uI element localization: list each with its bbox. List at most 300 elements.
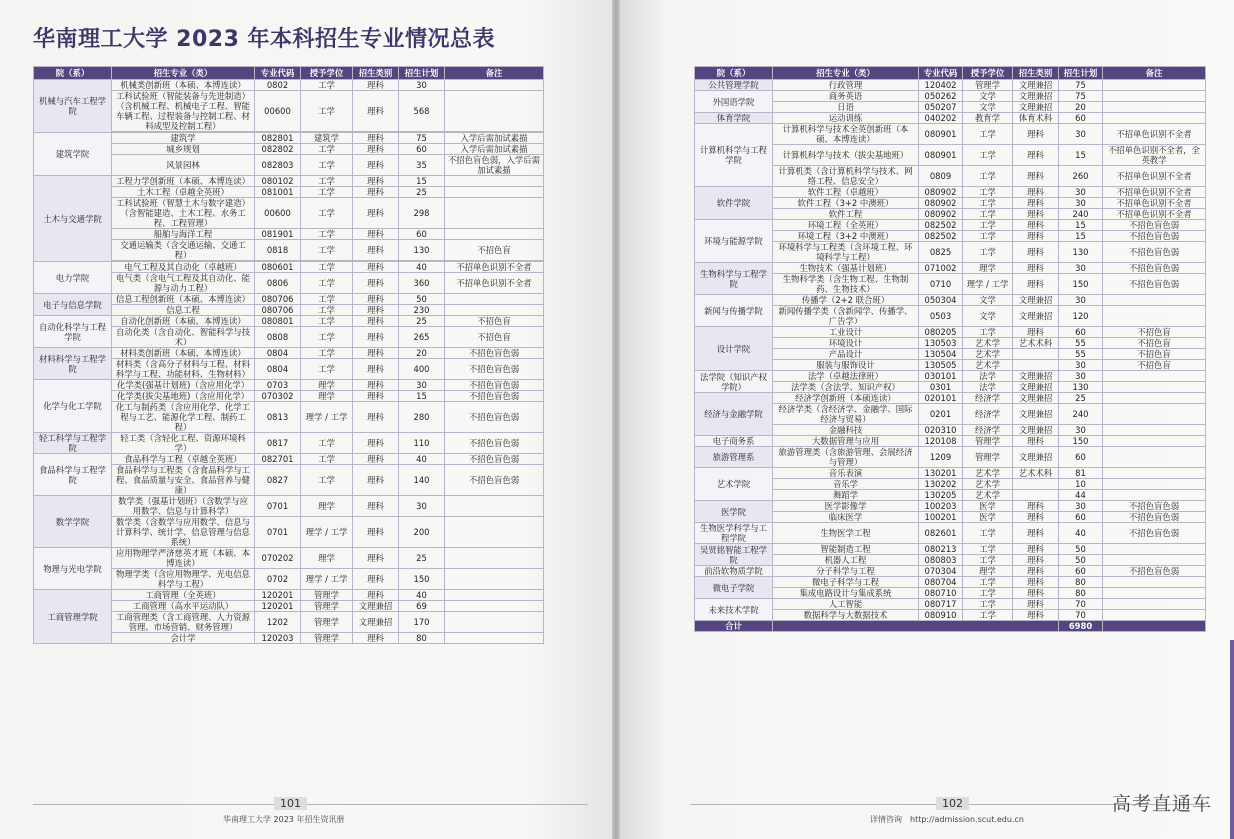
category-cell: 理科: [353, 198, 399, 229]
plan-cell: 60: [1059, 113, 1103, 124]
college-cell: 自动化科学与工程学院: [34, 316, 112, 348]
major-cell: 工科试验班（智慧土木与数字建造）（含智能建造、土木工程、水务工程、工程管理）: [112, 198, 255, 229]
plan-cell: 130: [1059, 382, 1103, 393]
remark-cell: 不招色盲: [445, 316, 544, 327]
plan-cell: 15: [399, 391, 445, 402]
code-cell: 050262: [919, 91, 963, 102]
code-cell: 080717: [919, 599, 963, 610]
plan-cell: 120: [1059, 306, 1103, 327]
category-cell: 文理兼招: [1013, 425, 1059, 436]
remark-cell: 不招色盲: [1103, 360, 1206, 371]
category-cell: 文理兼招: [1013, 404, 1059, 425]
remark-cell: 不招单色识别不全者: [1103, 198, 1206, 209]
plan-cell: 150: [1059, 274, 1103, 295]
category-cell: 理科: [1013, 327, 1059, 338]
major-cell: 法学（卓越法律班）: [773, 371, 919, 382]
major-cell: 舞蹈学: [773, 490, 919, 501]
degree-cell: 工学: [301, 294, 353, 305]
plan-cell: 60: [1059, 566, 1103, 577]
remark-cell: 入学后需加试素描: [445, 133, 544, 144]
degree-cell: 文学: [963, 91, 1013, 102]
category-cell: 理科: [1013, 501, 1059, 512]
category-cell: 理科: [353, 155, 399, 176]
remark-cell: [1103, 468, 1206, 479]
major-cell: 城乡规划: [112, 144, 255, 155]
plan-cell: 80: [399, 633, 445, 644]
remark-cell: 不招色盲: [445, 240, 544, 261]
degree-cell: 理学: [963, 263, 1013, 274]
table-row: [695, 220, 1206, 231]
category-cell: 理科: [353, 262, 399, 273]
major-cell: 法学类（含法学、知识产权）: [773, 382, 919, 393]
plan-cell: 15: [1059, 145, 1103, 166]
category-cell: 理科: [1013, 231, 1059, 242]
degree-cell: 经济学: [963, 425, 1013, 436]
code-cell: 0813: [255, 402, 301, 433]
remark-cell: 不招单色识别不全者: [1103, 166, 1206, 187]
remark-cell: [445, 601, 544, 612]
category-cell: 文理兼招: [1013, 393, 1059, 404]
degree-cell: 工学: [963, 242, 1013, 263]
plan-cell: 20: [399, 348, 445, 359]
category-cell: [1013, 479, 1059, 490]
degree-cell: 理学 / 工学: [301, 517, 353, 548]
watermark-text: 高考直通车: [1111, 793, 1212, 815]
category-cell: 理科: [1013, 263, 1059, 274]
category-cell: 理科: [1013, 577, 1059, 588]
code-cell: 070304: [919, 566, 963, 577]
category-cell: [1013, 349, 1059, 360]
major-cell: 信息工程创新班（本硕、本博连读）: [112, 294, 255, 305]
degree-cell: 文学: [963, 102, 1013, 113]
table-row: [34, 454, 544, 465]
plan-cell: 298: [399, 198, 445, 229]
college-cell: 电子与信息学院: [34, 294, 112, 316]
degree-cell: 艺术学: [963, 468, 1013, 479]
degree-cell: 管理学: [301, 590, 353, 601]
remark-cell: [445, 187, 544, 198]
plan-cell: 70: [1059, 610, 1103, 621]
college-cell: 软件学院: [695, 187, 773, 220]
plan-cell: 200: [399, 517, 445, 548]
major-cell: 医学影像学: [773, 501, 919, 512]
plan-cell: 230: [399, 305, 445, 316]
major-cell: 传播学（2+2 联合班）: [773, 295, 919, 306]
plan-cell: 55: [1059, 338, 1103, 349]
degree-cell: 工学: [963, 187, 1013, 198]
remark-cell: [1103, 610, 1206, 621]
table-row: [34, 590, 544, 601]
degree-cell: 管理学: [301, 633, 353, 644]
plan-cell: 50: [1059, 544, 1103, 555]
college-cell: 微电子学院: [695, 577, 773, 599]
plan-cell: 75: [1059, 91, 1103, 102]
degree-cell: 建筑学: [301, 133, 353, 144]
category-cell: 艺术术科: [1013, 468, 1059, 479]
degree-cell: 工学: [963, 166, 1013, 187]
code-cell: 0804: [255, 348, 301, 359]
plan-cell: 30: [399, 380, 445, 391]
header-code: 专业代码: [919, 67, 963, 80]
enrollment-table-left: [33, 66, 544, 644]
remark-cell: [1103, 544, 1206, 555]
major-cell: 数据科学与大数据技术: [773, 610, 919, 621]
major-cell: 微电子科学与工程: [773, 577, 919, 588]
plan-cell: 30: [399, 496, 445, 517]
college-cell: 医学院: [695, 501, 773, 523]
college-cell: 计算机科学与工程学院: [695, 124, 773, 187]
major-cell: 电气类（含电气工程及其自动化、能源与动力工程）: [112, 273, 255, 294]
header-remark: 备注: [1103, 67, 1206, 80]
major-cell: 产品设计: [773, 349, 919, 360]
header-category: 招生类别: [1013, 67, 1059, 80]
code-cell: 082701: [255, 454, 301, 465]
plan-cell: 240: [1059, 404, 1103, 425]
plan-cell: 81: [1059, 468, 1103, 479]
plan-cell: 15: [1059, 231, 1103, 242]
remark-cell: 不招单色识别不全者: [445, 273, 544, 294]
book-gutter: [612, 0, 620, 839]
major-cell: 计算机类（含计算机科学与技术、网络工程、信息安全）: [773, 166, 919, 187]
code-cell: 030101: [919, 371, 963, 382]
degree-cell: 理学: [301, 380, 353, 391]
remark-cell: [1103, 113, 1206, 124]
remark-cell: [445, 91, 544, 132]
code-cell: 081901: [255, 229, 301, 240]
table-row: [695, 91, 1206, 102]
code-cell: 130505: [919, 360, 963, 371]
degree-cell: 工学: [963, 610, 1013, 621]
plan-cell: 30: [1059, 198, 1103, 209]
remark-cell: 不招色盲色弱: [1103, 566, 1206, 577]
remark-cell: 不招色盲: [1103, 338, 1206, 349]
table-header-row: [34, 67, 544, 80]
degree-cell: 管理学: [963, 436, 1013, 447]
degree-cell: 文学: [963, 295, 1013, 306]
code-cell: 020101: [919, 393, 963, 404]
category-cell: 理科: [1013, 209, 1059, 220]
degree-cell: 经济学: [963, 404, 1013, 425]
category-cell: 理科: [353, 80, 399, 91]
plan-cell: 280: [399, 402, 445, 433]
major-cell: 工业设计: [773, 327, 919, 338]
plan-cell: 40: [399, 262, 445, 273]
degree-cell: 经济学: [963, 393, 1013, 404]
major-cell: 软件工程（卓越班）: [773, 187, 919, 198]
remark-cell: 不招色盲色弱: [1103, 263, 1206, 274]
degree-cell: 艺术学: [963, 349, 1013, 360]
category-cell: 理科: [353, 402, 399, 433]
code-cell: 120402: [919, 80, 963, 91]
code-cell: 082802: [255, 144, 301, 155]
page-number-left: 101: [274, 797, 307, 810]
major-cell: 临床医学: [773, 512, 919, 523]
degree-cell: 医学: [963, 512, 1013, 523]
degree-cell: 理学: [301, 496, 353, 517]
college-cell: 电力学院: [34, 262, 112, 294]
college-cell: 材料科学与工程学院: [34, 348, 112, 380]
table-row: [695, 523, 1206, 544]
remark-cell: [1103, 80, 1206, 91]
major-cell: 环境工程（3+2 中澳班）: [773, 231, 919, 242]
code-cell: 130205: [919, 490, 963, 501]
remark-cell: 不招单色识别不全者: [445, 262, 544, 273]
remark-cell: [1103, 295, 1206, 306]
category-cell: [1013, 490, 1059, 501]
code-cell: 071002: [919, 263, 963, 274]
category-cell: 理科: [1013, 436, 1059, 447]
plan-cell: 10: [1059, 479, 1103, 490]
major-cell: 金融科技: [773, 425, 919, 436]
category-cell: 理科: [1013, 523, 1059, 544]
plan-cell: 150: [399, 569, 445, 590]
plan-cell: 30: [1059, 124, 1103, 145]
code-cell: 082803: [255, 155, 301, 176]
footer-caption-right: 详情咨询 http://admission.scut.edu.cn: [870, 815, 1024, 824]
header-major: 招生专业（类）: [773, 67, 919, 80]
remark-cell: 不招色盲色弱: [445, 391, 544, 402]
code-cell: 0809: [919, 166, 963, 187]
plan-cell: 30: [399, 80, 445, 91]
plan-cell: 25: [399, 187, 445, 198]
table-row: [695, 447, 1206, 468]
remark-cell: 不招单色识别不全者，全英教学: [1103, 145, 1206, 166]
category-cell: 理科: [353, 305, 399, 316]
category-cell: 理科: [353, 273, 399, 294]
degree-cell: 工学: [963, 209, 1013, 220]
plan-cell: 568: [399, 91, 445, 132]
major-cell: 环境工程（全英班）: [773, 220, 919, 231]
degree-cell: 工学: [963, 145, 1013, 166]
remark-cell: 不招单色识别不全者: [1103, 209, 1206, 220]
category-cell: 理科: [1013, 124, 1059, 145]
college-cell: 前沿软物质学院: [695, 566, 773, 577]
remark-cell: [1103, 393, 1206, 404]
plan-cell: 360: [399, 273, 445, 294]
table-row: [695, 599, 1206, 610]
degree-cell: 工学: [963, 327, 1013, 338]
category-cell: 理科: [353, 548, 399, 569]
degree-cell: 工学: [301, 91, 353, 132]
remark-cell: 不招色盲色弱: [1103, 501, 1206, 512]
category-cell: 理科: [353, 496, 399, 517]
table-row: [34, 80, 544, 91]
total-row: [695, 621, 1206, 632]
degree-cell: 管理学: [301, 612, 353, 633]
table-row: [695, 371, 1206, 382]
major-cell: 运动训练: [773, 113, 919, 124]
code-cell: 130202: [919, 479, 963, 490]
table-header-row: [695, 67, 1206, 80]
college-cell: 轻工科学与工程学院: [34, 433, 112, 454]
code-cell: 130503: [919, 338, 963, 349]
college-cell: 吴贤铭智能工程学院: [695, 544, 773, 566]
total-label: 合计: [695, 621, 773, 632]
major-cell: 材料类（含高分子材料与工程、材料科学与工程、功能材料、生物材料）: [112, 359, 255, 380]
plan-cell: 40: [399, 454, 445, 465]
remark-cell: 不招色盲色弱: [445, 454, 544, 465]
major-cell: 化学类(强基计划班)（含应用化学）: [112, 380, 255, 391]
degree-cell: 工学: [301, 198, 353, 229]
plan-cell: 30: [1059, 263, 1103, 274]
plan-cell: 50: [399, 294, 445, 305]
degree-cell: 艺术学: [963, 360, 1013, 371]
code-cell: 080706: [255, 305, 301, 316]
category-cell: 理科: [353, 316, 399, 327]
major-cell: 电气工程及其自动化（卓越班）: [112, 262, 255, 273]
major-cell: 风景园林: [112, 155, 255, 176]
plan-cell: 35: [399, 155, 445, 176]
code-cell: 080803: [919, 555, 963, 566]
code-cell: 0825: [919, 242, 963, 263]
category-cell: 理科: [1013, 242, 1059, 263]
degree-cell: 法学: [963, 382, 1013, 393]
code-cell: 080901: [919, 145, 963, 166]
degree-cell: 管理学: [301, 601, 353, 612]
remark-cell: [445, 548, 544, 569]
plan-cell: 25: [399, 548, 445, 569]
remark-cell: [445, 294, 544, 305]
degree-cell: 工学: [301, 144, 353, 155]
plan-cell: 30: [1059, 295, 1103, 306]
code-cell: 080102: [255, 176, 301, 187]
header-remark: 备注: [445, 67, 544, 80]
major-cell: 日语: [773, 102, 919, 113]
remark-cell: [1103, 479, 1206, 490]
remark-cell: [445, 305, 544, 316]
major-cell: 建筑学: [112, 133, 255, 144]
category-cell: 理科: [1013, 599, 1059, 610]
major-cell: 工商管理（全英班）: [112, 590, 255, 601]
page-number-right: 102: [936, 797, 969, 810]
major-cell: 计算机科学与技术（拔尖基地班）: [773, 145, 919, 166]
remark-cell: [445, 229, 544, 240]
plan-cell: 60: [1059, 512, 1103, 523]
major-cell: 物理学类（含应用物理学、光电信息科学与工程）: [112, 569, 255, 590]
major-cell: 工程力学创新班（本硕、本博连读）: [112, 176, 255, 187]
category-cell: 文理兼招: [1013, 306, 1059, 327]
major-cell: 软件工程（3+2 中澳班）: [773, 198, 919, 209]
table-row: [695, 501, 1206, 512]
college-cell: 物理与光电学院: [34, 548, 112, 590]
remark-cell: 不招单色识别不全者: [1103, 124, 1206, 145]
college-cell: 经济与金融学院: [695, 393, 773, 436]
plan-cell: 130: [399, 240, 445, 261]
degree-cell: 教育学: [963, 113, 1013, 124]
code-cell: 100203: [919, 501, 963, 512]
plan-cell: 80: [1059, 588, 1103, 599]
remark-cell: 不招单色识别不全者: [1103, 187, 1206, 198]
table-row: [695, 577, 1206, 588]
degree-cell: 工学: [963, 231, 1013, 242]
major-cell: 材料类创新班（本硕、本博连读）: [112, 348, 255, 359]
college-cell: 建筑学院: [34, 133, 112, 176]
header-category: 招生类别: [353, 67, 399, 80]
remark-cell: 不招色盲色弱: [1103, 512, 1206, 523]
code-cell: 0806: [255, 273, 301, 294]
code-cell: 0802: [255, 80, 301, 91]
remark-cell: [1103, 436, 1206, 447]
college-cell: 环境与能源学院: [695, 220, 773, 263]
college-cell: 旅游管理系: [695, 447, 773, 468]
table-row: [695, 566, 1206, 577]
plan-cell: 15: [399, 176, 445, 187]
category-cell: 文理兼招: [1013, 371, 1059, 382]
remark-cell: 不招色盲色弱: [445, 359, 544, 380]
table-row: [34, 548, 544, 569]
plan-cell: 170: [399, 612, 445, 633]
degree-cell: 法学: [963, 371, 1013, 382]
header-major: 招生专业（类）: [112, 67, 255, 80]
plan-cell: 20: [1059, 102, 1103, 113]
degree-cell: 工学: [301, 240, 353, 261]
remark-cell: [445, 569, 544, 590]
code-cell: 070202: [255, 548, 301, 569]
plan-cell: 30: [1059, 371, 1103, 382]
plan-cell: 240: [1059, 209, 1103, 220]
category-cell: 理科: [1013, 544, 1059, 555]
category-cell: 理科: [1013, 555, 1059, 566]
remark-cell: [445, 198, 544, 229]
college-cell: 艺术学院: [695, 468, 773, 501]
category-cell: 理科: [1013, 274, 1059, 295]
major-cell: 商务英语: [773, 91, 919, 102]
remark-cell: [445, 633, 544, 644]
degree-cell: 管理学: [963, 80, 1013, 91]
category-cell: 理科: [353, 133, 399, 144]
major-cell: 信息工程: [112, 305, 255, 316]
major-cell: 自动化创新班（本硕、本博连读）: [112, 316, 255, 327]
degree-cell: 工学: [963, 198, 1013, 209]
degree-cell: 工学: [301, 229, 353, 240]
remark-cell: [1103, 306, 1206, 327]
category-cell: 文理兼招: [1013, 295, 1059, 306]
major-cell: 智能制造工程: [773, 544, 919, 555]
code-cell: 080902: [919, 198, 963, 209]
remark-cell: 不招色盲色弱: [1103, 242, 1206, 263]
college-cell: 设计学院: [695, 327, 773, 371]
plan-cell: 40: [1059, 523, 1103, 544]
table-row: [695, 80, 1206, 91]
major-cell: 化工与制药类（含应用化学、化学工程与工艺、能源化学工程、制药工程）: [112, 402, 255, 433]
table-row: [34, 316, 544, 327]
category-cell: 理科: [353, 391, 399, 402]
degree-cell: 艺术学: [963, 338, 1013, 349]
degree-cell: 工学: [301, 176, 353, 187]
table-row: [34, 496, 544, 517]
remark-cell: [445, 80, 544, 91]
remark-cell: 不招色盲色弱: [1103, 523, 1206, 544]
code-cell: 0503: [919, 306, 963, 327]
degree-cell: 理学: [301, 391, 353, 402]
category-cell: 文理兼招: [1013, 382, 1059, 393]
plan-cell: 80: [1059, 577, 1103, 588]
page-edge-band: [1230, 640, 1234, 839]
code-cell: 080706: [255, 294, 301, 305]
plan-cell: 265: [399, 327, 445, 348]
category-cell: 理科: [353, 380, 399, 391]
major-cell: 经济学创新班（本硕连读）: [773, 393, 919, 404]
major-cell: 机器人工程: [773, 555, 919, 566]
table-row: [695, 113, 1206, 124]
major-cell: 船舶与海洋工程: [112, 229, 255, 240]
category-cell: 理科: [1013, 145, 1059, 166]
category-cell: 理科: [353, 176, 399, 187]
code-cell: 080901: [919, 124, 963, 145]
code-cell: 080213: [919, 544, 963, 555]
remark-cell: [1103, 371, 1206, 382]
major-cell: 大数据管理与应用: [773, 436, 919, 447]
